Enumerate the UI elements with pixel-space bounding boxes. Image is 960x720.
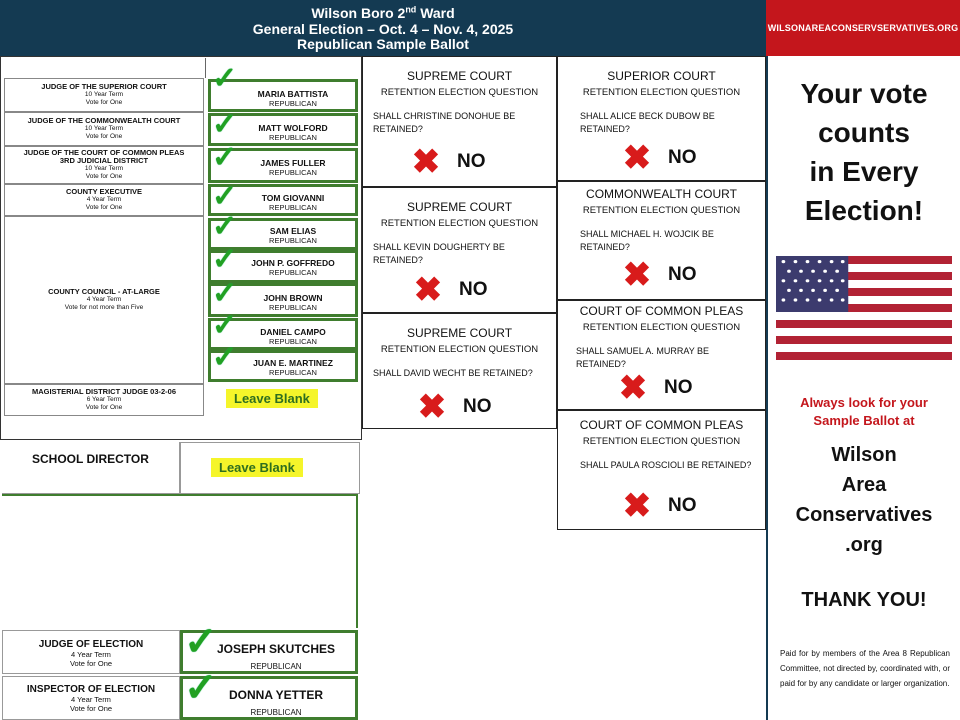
site-banner: WILSONAREACONSERVSERVATIVES.ORG: [766, 0, 960, 56]
candidate-box[interactable]: DONNA YETTER REPUBLICAN: [180, 676, 358, 720]
vote-no[interactable]: ✖ NO: [614, 371, 693, 405]
promo-panel: [766, 56, 960, 720]
vote-no[interactable]: ✖ NO: [407, 145, 486, 179]
x-mark-icon: ✖: [622, 256, 652, 294]
x-mark-icon: ✖: [417, 388, 447, 426]
candidate-box[interactable]: TOM GIOVANNI REPUBLICAN: [208, 184, 358, 216]
candidate-box[interactable]: JAMES FULLER REPUBLICAN: [208, 148, 358, 183]
candidate-box[interactable]: SAM ELIAS REPUBLICAN: [208, 218, 358, 250]
table-divider: [205, 58, 206, 78]
school-director-label: SCHOOL DIRECTOR: [32, 452, 149, 466]
vote-no[interactable]: ✖ NO: [413, 390, 492, 424]
check-mark-icon: ✓: [212, 141, 238, 174]
vote-no[interactable]: ✖ NO: [409, 273, 488, 307]
candidate-box[interactable]: JOHN BROWN REPUBLICAN: [208, 283, 358, 317]
candidate-box[interactable]: DANIEL CAMPO REPUBLICAN: [208, 318, 358, 350]
empty-ballot-area: [2, 494, 358, 628]
candidate-box[interactable]: JUAN E. MARTINEZ REPUBLICAN: [208, 350, 358, 382]
office-superior-court: JUDGE OF THE SUPERIOR COURT 10 Year Term Vote for One: [4, 78, 204, 112]
header-line-3: Republican Sample Ballot: [297, 36, 469, 52]
check-mark-icon: ✓: [212, 243, 238, 276]
x-mark-icon: ✖: [411, 143, 441, 181]
leave-blank-badge: Leave Blank: [226, 389, 318, 408]
x-mark-icon: ✖: [618, 369, 648, 407]
header-line-2: General Election – Oct. 4 – Nov. 4, 2025: [252, 21, 514, 37]
x-mark-icon: ✖: [622, 139, 652, 177]
office-common-pleas: JUDGE OF THE COURT OF COMMON PLEAS 3RD JUDICIAL DISTRICT 10 Year Term Vote for One: [4, 146, 204, 184]
vote-no[interactable]: ✖ NO: [618, 141, 697, 175]
office-inspector-of-election: INSPECTOR OF ELECTION 4 Year Term Vote for One: [2, 676, 180, 720]
office-judge-of-election: JUDGE OF ELECTION 4 Year Term Vote for One: [2, 630, 180, 674]
office-county-executive: COUNTY EXECUTIVE 4 Year Term Vote for One: [4, 184, 204, 216]
x-mark-icon: ✖: [622, 487, 652, 525]
candidate-box[interactable]: JOSEPH SKUTCHES REPUBLICAN: [180, 630, 358, 674]
office-commonwealth-court: JUDGE OF THE COMMONWEALTH COURT 10 Year Term Vote for One: [4, 112, 204, 146]
x-mark-icon: ✖: [413, 271, 443, 309]
check-mark-icon: ✓: [212, 309, 238, 342]
check-mark-icon: ✓: [212, 62, 238, 95]
header-line-1: Wilson Boro 2nd Ward: [311, 4, 455, 21]
site-name: Wilson Area Conservatives .org: [795, 444, 933, 556]
retention-box: COURT OF COMMON PLEAS RETENTION ELECTION QUESTION SHALL PAULA ROSCIOLI BE RETAINED? ✖ NO: [557, 410, 766, 530]
school-director-cell: [2, 442, 180, 494]
check-mark-icon: ✓: [184, 620, 218, 664]
retention-box: SUPERIOR COURT RETENTION ELECTION QUESTION SHALL ALICE BECK DUBOW BE RETAINED? ✖ NO: [557, 56, 766, 181]
vote-no[interactable]: ✖ NO: [618, 489, 697, 523]
retention-box: COURT OF COMMON PLEAS RETENTION ELECTION QUESTION SHALL SAMUEL A. MURRAY BE RETAINED? ✖ NO: [557, 300, 766, 410]
check-mark-icon: ✓: [212, 341, 238, 374]
retention-box: SUPREME COURT RETENTION ELECTION QUESTION SHALL CHRISTINE DONOHUE BE RETAINED? ✖ NO: [362, 56, 557, 187]
check-mark-icon: ✓: [212, 108, 238, 141]
thank-you: THANK YOU!: [801, 589, 927, 611]
sample-ballot-note: Always look for your Sample Ballot at: [800, 395, 928, 428]
check-mark-icon: ✓: [212, 210, 238, 243]
check-mark-icon: ✓: [212, 277, 238, 310]
candidate-box[interactable]: MARIA BATTISTA REPUBLICAN: [208, 79, 358, 112]
paid-for-disclaimer: Paid for by members of the Area 8 Republican Committee, not directed by, coordinated with, or paid for by any candidate or larger organization.: [780, 649, 950, 688]
candidate-box[interactable]: MATT WOLFORD REPUBLICAN: [208, 113, 358, 146]
leave-blank-badge: Leave Blank: [211, 458, 303, 477]
check-mark-icon: ✓: [184, 666, 218, 710]
retention-box: COMMONWEALTH COURT RETENTION ELECTION QUESTION SHALL MICHAEL H. WOJCIK BE RETAINED? ✖ NO: [557, 181, 766, 300]
office-county-council: COUNTY COUNCIL - AT-LARGE 4 Year Term Vote for not more than Five: [4, 216, 204, 384]
vote-no[interactable]: ✖ NO: [618, 258, 697, 292]
ballot-header: [0, 0, 766, 56]
retention-box: SUPREME COURT RETENTION ELECTION QUESTION SHALL KEVIN DOUGHERTY BE RETAINED? ✖ NO: [362, 187, 557, 313]
headline: Your vote counts in Every Election!: [800, 78, 928, 226]
office-magisterial-judge: MAGISTERIAL DISTRICT JUDGE 03-2-06 6 Year Term Vote for One: [4, 384, 204, 416]
candidate-box[interactable]: JOHN P. GOFFREDO REPUBLICAN: [208, 250, 358, 283]
check-mark-icon: ✓: [212, 180, 238, 213]
us-flag-icon: [776, 256, 952, 360]
retention-box: SUPREME COURT RETENTION ELECTION QUESTION SHALL DAVID WECHT BE RETAINED? ✖ NO: [362, 313, 557, 429]
